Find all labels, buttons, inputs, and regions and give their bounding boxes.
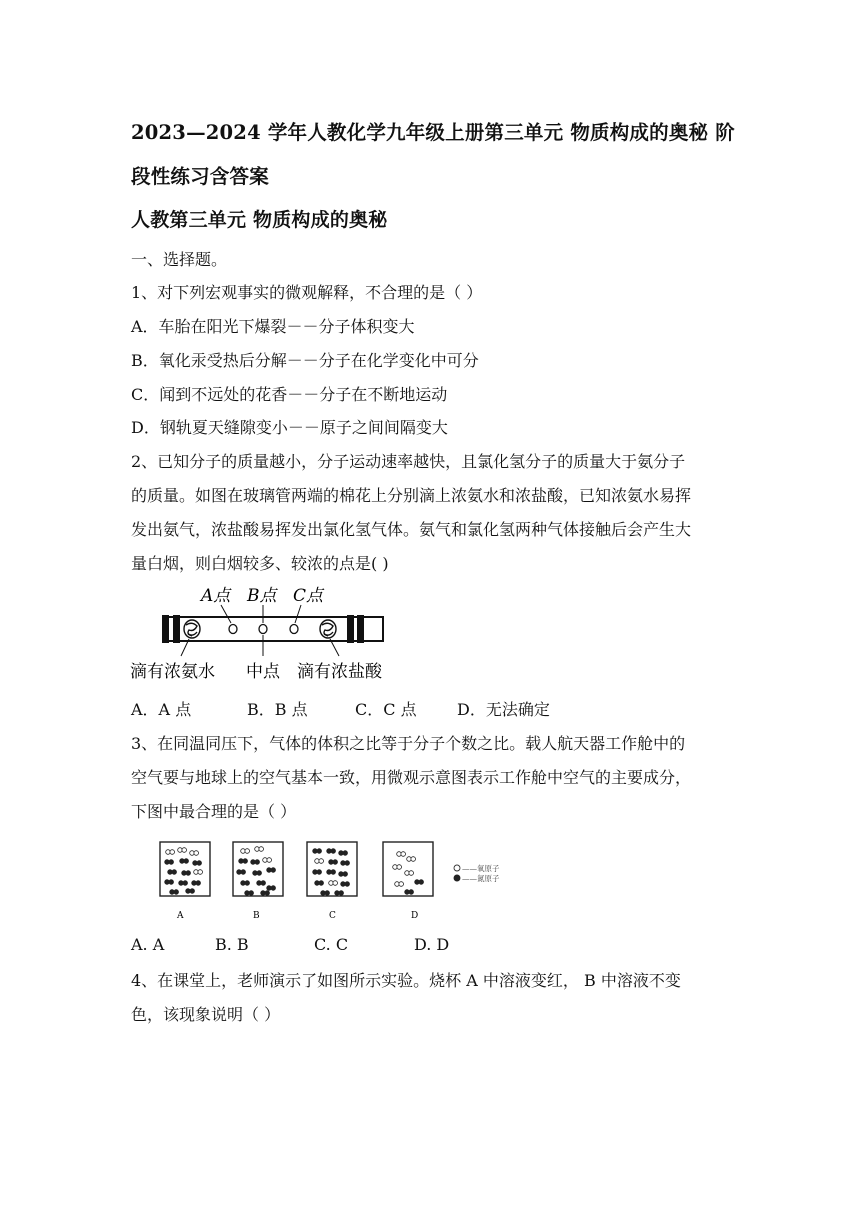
molecule-icon <box>329 881 338 886</box>
q1-option-a: A．车胎在阳光下爆裂－－分子体积变大 <box>131 317 415 336</box>
q3-option-a: A. A <box>131 935 165 954</box>
molecule-icon <box>407 857 416 862</box>
molecule-icon <box>335 891 344 896</box>
molecule-icon <box>315 859 324 864</box>
box-label-a: A <box>177 911 184 921</box>
molecule-icon <box>341 882 350 887</box>
left-stopper-inner <box>173 615 180 643</box>
q3-option-d: D. D <box>414 935 450 954</box>
molecule-icon <box>241 881 250 886</box>
doc-title-line2: 段性练习含答案 <box>131 165 269 188</box>
q2-line2: 的质量。如图在玻璃管两端的棉花上分别滴上浓氨水和浓盐酸，已知浓氨水易挥 <box>131 486 692 505</box>
q4-line1: 4、在课堂上，老师演示了如图所示实验。烧杯 A 中溶液变红， B 中溶液不变 <box>131 971 681 990</box>
molecule-icon <box>315 881 324 886</box>
q2-line4: 量白烟，则白烟较多、较浓的点是( ) <box>131 554 389 573</box>
label-left-end: 滴有浓氨水 <box>130 662 215 682</box>
label-right-end: 滴有浓盐酸 <box>297 662 382 682</box>
molecule-box-d <box>383 842 433 896</box>
legend-nitrogen-icon <box>454 875 460 881</box>
q2-option-c: C．C 点 <box>355 700 417 719</box>
molecule-diagram <box>155 836 525 928</box>
box-label-c: C <box>329 911 336 921</box>
molecule-icon <box>170 890 179 895</box>
label-mid-point: 中点 <box>246 662 280 682</box>
molecule-icon <box>395 882 404 887</box>
q2-line3: 发出氨气，浓盐酸易挥发出氯化氢气体。氨气和氯化氢两种气体接触后会产生大 <box>131 520 692 539</box>
q3-line1: 3、在同温同压下，气体的体积之比等于分子个数之比。载人航天器工作舱中的 <box>131 734 686 753</box>
molecule-icon <box>329 860 338 865</box>
point-b-marker <box>259 625 267 634</box>
molecule-icon <box>193 861 202 866</box>
q3-option-b: B. B <box>215 935 249 954</box>
q3-option-c: C. C <box>314 935 349 954</box>
molecule-icon <box>190 851 199 856</box>
doc-title-line1: 2023—2024 学年人教化学九年级上册第三单元 物质构成的奥秘 阶 <box>131 121 735 144</box>
molecule-icon <box>405 890 414 895</box>
q2-line1: 2、已知分子的质量越小，分子运动速率越快，且氯化氢分子的质量大于氨分子 <box>131 452 686 471</box>
molecule-icon <box>341 861 350 866</box>
molecule-icon <box>165 880 174 885</box>
molecule-icon <box>339 851 348 856</box>
molecule-icon <box>327 870 336 875</box>
molecule-icon <box>251 860 260 865</box>
box-label-b: B <box>253 911 260 921</box>
molecule-icon <box>267 868 276 873</box>
glass-tube-figure <box>125 580 415 690</box>
molecule-icon <box>168 870 177 875</box>
molecule-icon <box>255 847 264 852</box>
label-point-b: B点 <box>247 586 277 606</box>
molecule-icon <box>263 858 272 863</box>
q2-option-a: A．A 点 <box>131 700 192 719</box>
point-a-marker <box>229 625 237 634</box>
molecule-icon <box>179 881 188 886</box>
q3-line3: 下图中最合理的是（ ） <box>131 802 297 821</box>
molecule-icon <box>267 886 276 891</box>
left-stopper <box>162 615 169 643</box>
molecule-icon <box>327 849 336 854</box>
q1-option-c: C．闻到不远处的花香－－分子在不断地运动 <box>131 385 448 404</box>
section-heading: 一、选择题。 <box>131 250 228 269</box>
label-point-a: A点 <box>201 586 231 606</box>
label-point-c: C点 <box>293 586 324 606</box>
molecule-icon <box>397 852 406 857</box>
molecule-icon <box>186 889 195 894</box>
molecule-icon <box>194 870 203 875</box>
right-stopper <box>357 615 364 643</box>
q1-option-b: B．氧化汞受热后分解－－分子在化学变化中可分 <box>131 351 479 370</box>
molecule-icon <box>192 881 201 886</box>
q1-stem: 1、对下列宏观事实的微观解释，不合理的是（ ） <box>131 283 483 302</box>
point-c-marker <box>290 625 298 634</box>
q4-line2: 色，该现象说明（ ） <box>131 1005 281 1024</box>
molecule-icon <box>313 849 322 854</box>
molecule-icon <box>257 881 266 886</box>
molecule-icon <box>245 891 254 896</box>
legend-oxygen-label: ——氧原子 <box>462 864 500 873</box>
legend-nitrogen-label: ——氮原子 <box>462 874 500 883</box>
q1-option-d: D．钢轨夏天缝隙变小－－原子之间间隔变大 <box>131 418 448 437</box>
molecule-icon <box>180 859 189 864</box>
molecule-icon <box>253 871 262 876</box>
molecule-icon <box>239 859 248 864</box>
q2-option-b: B．B 点 <box>247 700 308 719</box>
molecule-icon <box>321 891 330 896</box>
right-stopper-inner <box>347 615 354 643</box>
molecule-icon <box>178 848 187 853</box>
molecule-icon <box>237 870 246 875</box>
molecule-icon <box>261 891 270 896</box>
legend-oxygen-icon <box>454 865 460 871</box>
box-label-d: D <box>411 911 419 921</box>
molecule-icon <box>339 872 348 877</box>
doc-subtitle: 人教第三单元 物质构成的奥秘 <box>131 209 388 231</box>
molecule-icon <box>393 865 402 870</box>
molecule-icon <box>241 849 250 854</box>
molecule-icon <box>165 860 174 865</box>
molecule-icon <box>405 871 414 876</box>
molecule-icon <box>313 870 322 875</box>
molecule-icon <box>166 850 175 855</box>
q3-line2: 空气要与地球上的空气基本一致，用微观示意图表示工作舱中空气的主要成分， <box>131 768 692 787</box>
q2-option-d: D．无法确定 <box>457 700 550 719</box>
molecule-icon <box>415 880 424 885</box>
molecule-icon <box>182 871 191 876</box>
